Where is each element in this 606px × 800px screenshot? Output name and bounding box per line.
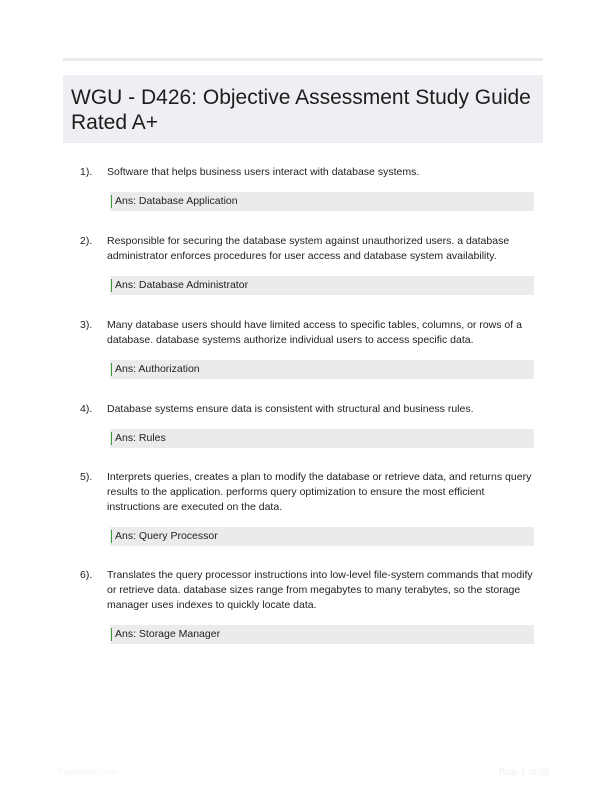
question-row [80, 402, 537, 417]
answer-box: Ans: Storage Manager [110, 625, 534, 644]
question-text: Database systems ensure data is consistent with structural and business rules. [107, 403, 474, 415]
page-indicator: Page 1 of 20 [498, 767, 549, 778]
question-number: 5). [80, 471, 93, 483]
question-item [80, 234, 537, 295]
answer-box: Ans: Query Processor [110, 527, 534, 546]
question-row [80, 234, 537, 264]
question-item [80, 568, 537, 644]
question-number: 6). [80, 569, 93, 581]
question-text: Responsible for securing the database system against unauthorized users. a database administrator enforces procedures for user access and database system availability. [107, 235, 510, 262]
question-number: 3). [80, 319, 93, 331]
question-item [80, 318, 537, 379]
question-text: Interprets queries, creates a plan to modify the database or retrieve data, and returns query results to the application. performs query optimization to ensure the most efficient instructions are executed on the data. [107, 471, 532, 513]
question-row [80, 318, 537, 348]
answer-box: Ans: Authorization [110, 360, 534, 379]
footer-watermark: Paperlibic.com [58, 767, 118, 777]
answer-box: Ans: Database Administrator [110, 276, 534, 295]
question-text: Many database users should have limited access to specific tables, columns, or rows of a database. database systems authorize individual users to access specific data. [107, 319, 522, 346]
question-row [80, 470, 537, 515]
question-item [80, 165, 537, 211]
question-item [80, 470, 537, 546]
title-banner [63, 75, 543, 143]
question-text: Translates the query processor instructions into low-level file-system commands that modify or retrieve data. database sizes range from megabytes to many terabytes, so the storage manager uses indexes to quickly locate data. [107, 569, 533, 611]
question-number: 2). [80, 235, 93, 247]
question-text: Software that helps business users interact with database systems. [107, 166, 420, 178]
question-number: 1). [80, 166, 93, 178]
question-number: 4). [80, 403, 93, 415]
answer-box: Ans: Rules [110, 429, 534, 448]
question-row [80, 165, 537, 180]
answer-box: Ans: Database Application [110, 192, 534, 211]
question-row [80, 568, 537, 613]
top-divider [63, 58, 543, 61]
question-item [80, 402, 537, 448]
document-title: WGU - D426: Objective Assessment Study Guide Rated A+ [71, 86, 531, 134]
